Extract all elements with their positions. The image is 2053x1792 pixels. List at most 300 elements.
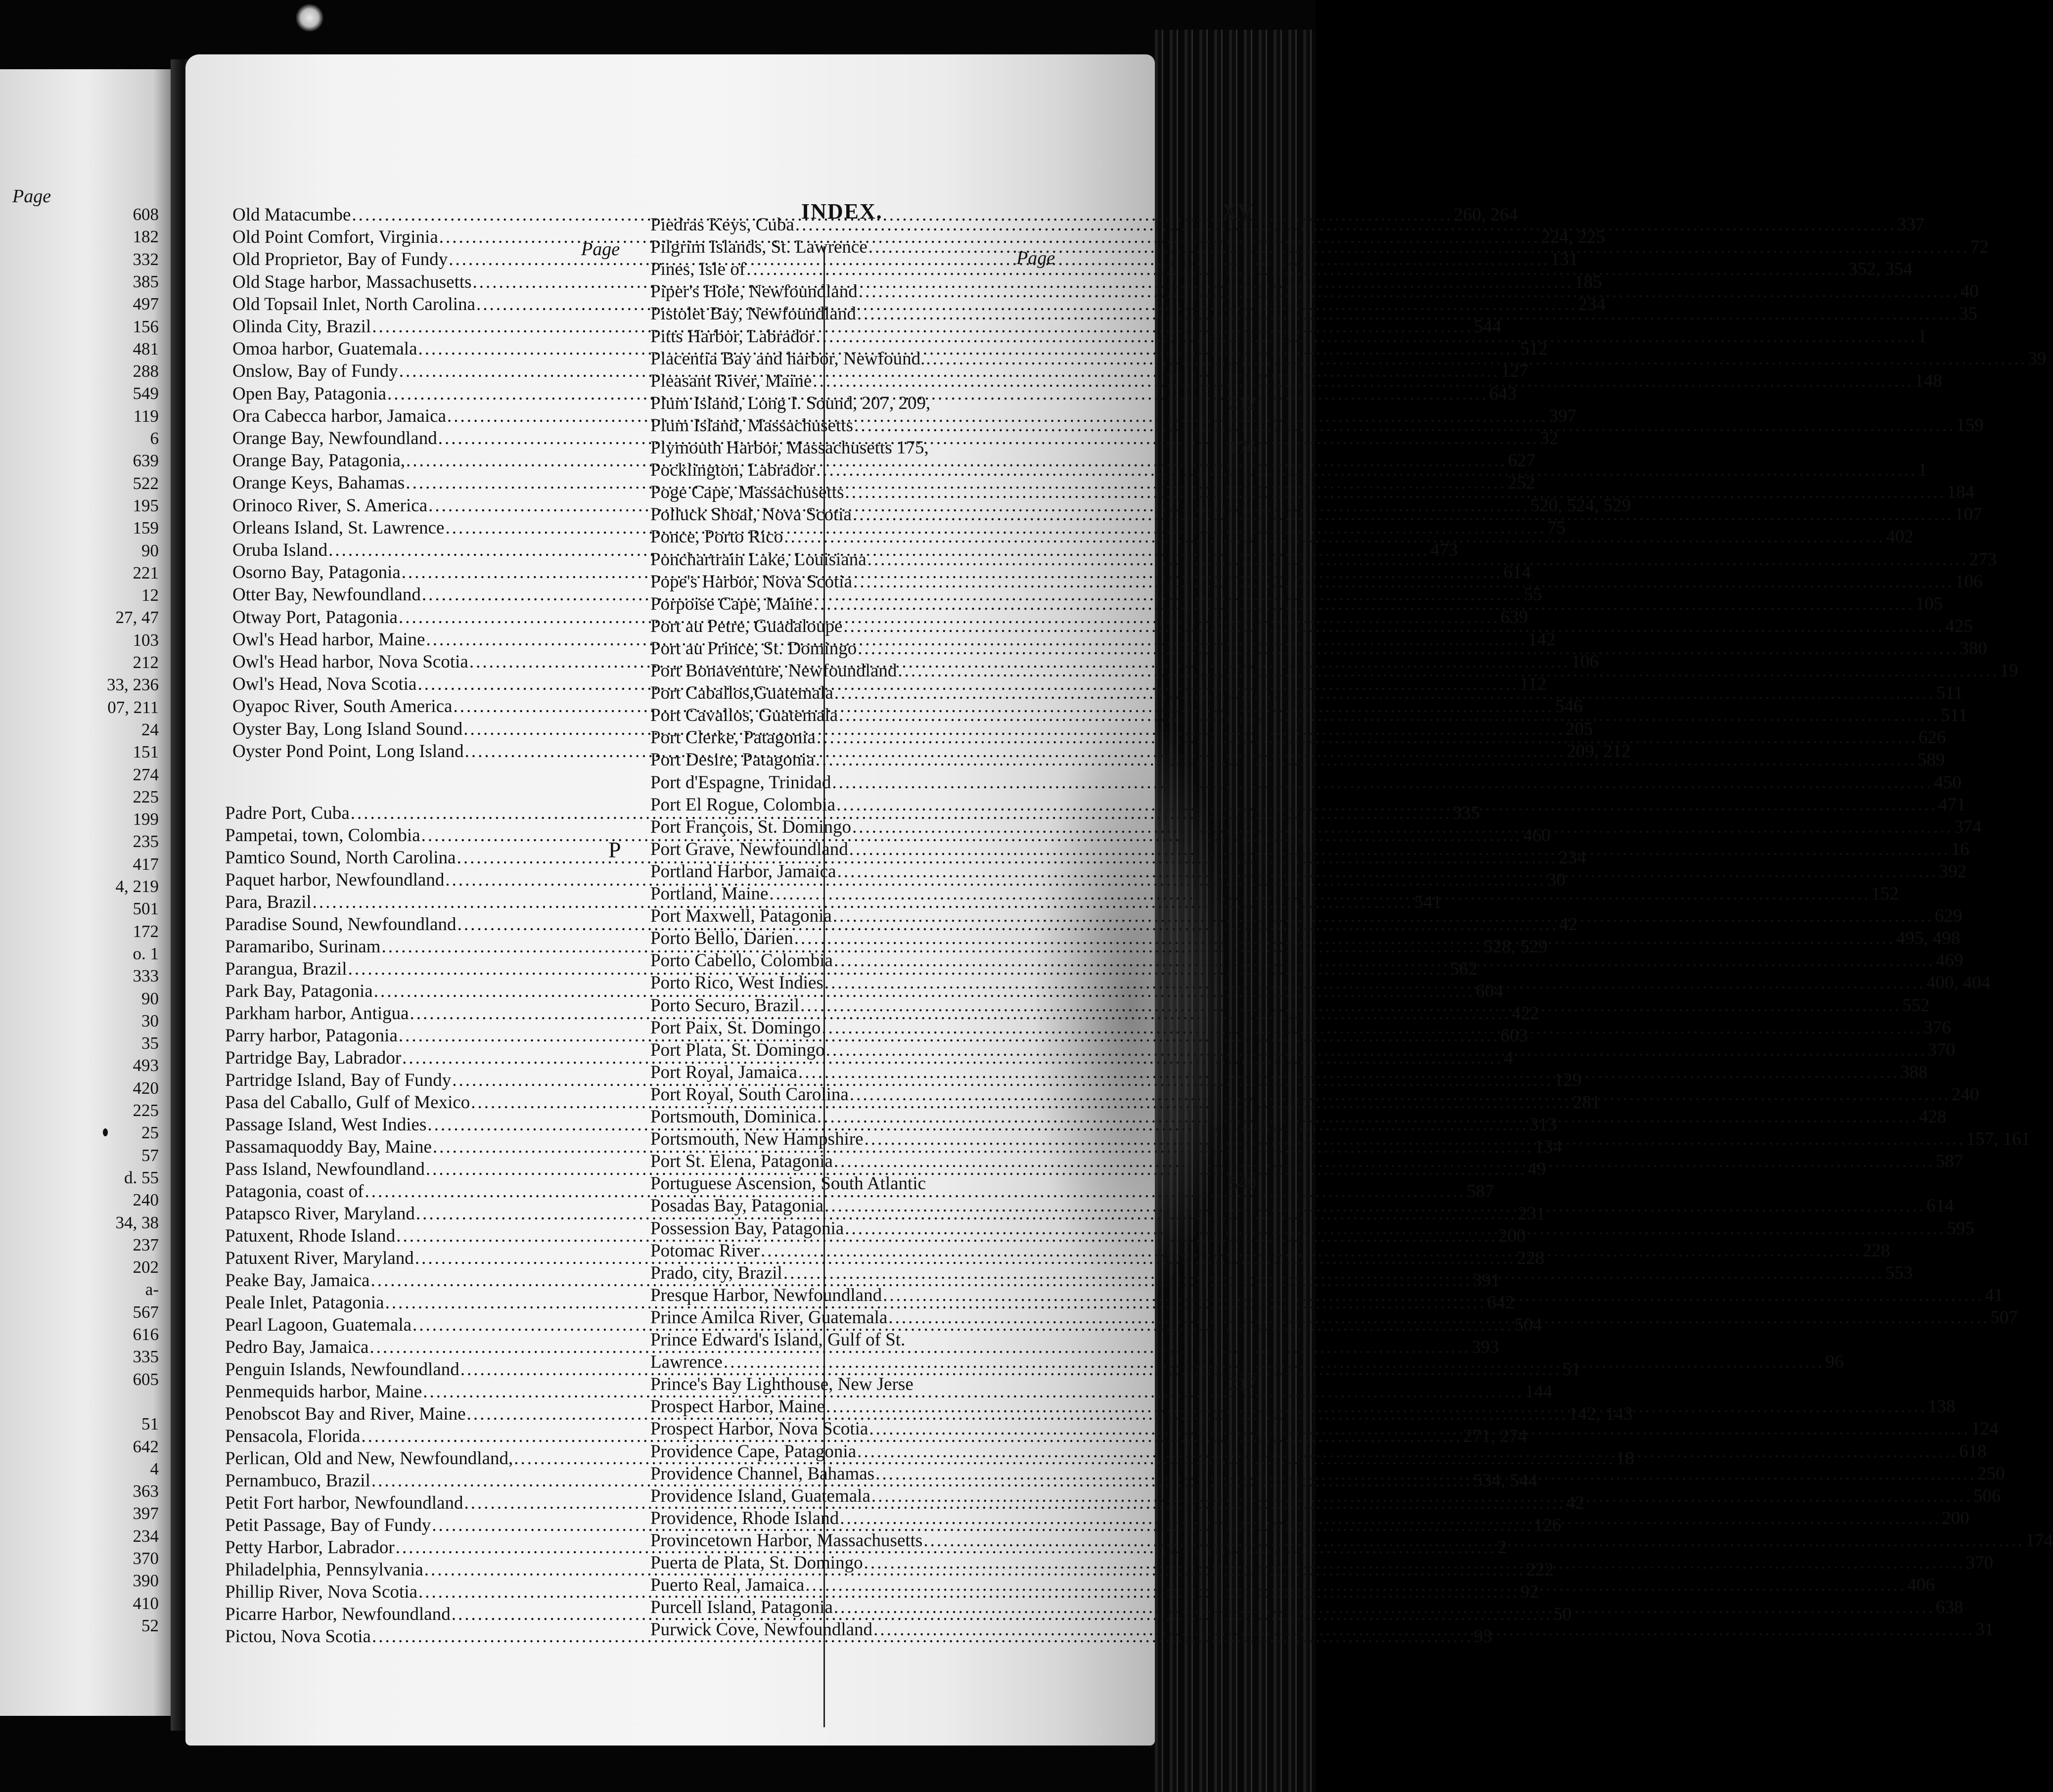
entry-place-name: Pines, Isle of xyxy=(650,259,746,280)
entry-page-reference: 376 xyxy=(1923,1017,1951,1038)
left-page-fragment-text: 420 xyxy=(133,1078,159,1098)
dot-leader xyxy=(853,503,1954,526)
entry-place-name: Port au Petre, Guadaloupe xyxy=(650,616,843,636)
entry-place-name: Port François, St. Domingo xyxy=(650,816,851,837)
entry-page-reference: 142 xyxy=(1528,629,1555,650)
entry-place-name: Otway Port, Patagonia xyxy=(232,607,398,627)
section-letter: P xyxy=(608,837,621,862)
entry-place-name: Portsmouth, New Hampshire xyxy=(650,1129,864,1150)
left-page-fragment-text: 151 xyxy=(133,742,159,762)
entry-page-reference: 148 xyxy=(1915,370,1942,391)
entry-page-reference: 228 xyxy=(1862,1240,1890,1261)
left-page-fragment-text: 385 xyxy=(133,271,159,291)
left-page-fragment-text: 25 xyxy=(141,1123,159,1143)
left-page-fragment-text: 225 xyxy=(133,1101,159,1120)
column-2-header: Page xyxy=(1016,248,1055,269)
entry-place-name: Prospect Harbor, Nova Scotia xyxy=(650,1419,868,1439)
entry-page-reference: 134 xyxy=(1534,1137,1562,1157)
dot-leader xyxy=(888,1306,1989,1329)
entry-place-name: Owl's Head, Nova Scotia xyxy=(232,674,417,695)
left-page-fragment-text: 57 xyxy=(141,1145,159,1165)
entry-place-name: Pampetai, town, Colombia xyxy=(225,825,420,846)
left-page-fragment-text: 195 xyxy=(133,495,159,515)
entry-page-reference: 1 xyxy=(1917,460,1927,481)
left-page-fragment-text: 522 xyxy=(133,473,159,493)
entry-place-name: Orinoco River, S. America xyxy=(232,495,428,516)
entry-page-reference: 16 xyxy=(1951,839,1969,859)
entry-place-name: Petit Passage, Bay of Fundy xyxy=(225,1515,431,1535)
index-entry xyxy=(650,1172,1256,1195)
entry-place-name: Porto Bello, Darien xyxy=(650,928,793,949)
left-page-fragment-text: 07, 211 xyxy=(107,697,159,717)
entry-page-reference: 370 xyxy=(1927,1039,1956,1060)
entry-place-name: Porpoise Cape, Maine xyxy=(650,593,813,614)
entry-page-reference: 152 xyxy=(1871,884,1899,904)
entry-place-name: Placentia Bay and harbor, Newfound. xyxy=(650,348,925,369)
entry-page-reference: 639 xyxy=(1500,607,1528,627)
left-page-fragment-text: 24 xyxy=(141,719,159,739)
dot-leader xyxy=(926,348,2027,370)
entry-page-reference: 422 xyxy=(1511,1003,1540,1024)
entry-place-name: Perlican, Old and New, Newfoundland, xyxy=(225,1448,513,1469)
left-page-fragment-text: 12 xyxy=(141,585,159,605)
dot-leader xyxy=(824,1195,1925,1217)
entry-place-name: Onslow, Bay of Fundy xyxy=(232,361,398,382)
entry-page-reference: 142, 143 xyxy=(1568,1404,1633,1424)
entry-page-reference: 546 xyxy=(1555,696,1583,717)
dot-leader xyxy=(867,548,1968,571)
entry-page-reference: 504 xyxy=(1514,1315,1542,1335)
dot-leader xyxy=(821,1017,1922,1039)
entry-place-name: Owl's Head harbor, Nova Scotia xyxy=(232,652,468,672)
left-page-fragment-text: 567 xyxy=(133,1302,159,1322)
left-page-fragment-text: 27, 47 xyxy=(115,608,159,627)
entry-place-name: Porto Rico, West Indies xyxy=(650,973,823,993)
entry-place-name: Paramaribo, Surinam xyxy=(225,937,381,957)
entry-place-name: Oyapoc River, South America xyxy=(232,696,453,717)
entry-page-reference: 471 xyxy=(1938,794,1966,815)
dot-leader xyxy=(816,749,1916,771)
ink-blot xyxy=(296,4,323,32)
dot-leader xyxy=(854,414,1955,437)
entry-place-name: Parangua, Brazil xyxy=(225,959,347,979)
entry-page-reference: 51 xyxy=(1562,1359,1581,1380)
left-page-fragment-text: d. 55 xyxy=(124,1167,159,1187)
left-page-fragment-text: 235 xyxy=(133,832,159,851)
dot-leader xyxy=(817,726,1917,749)
left-page-fragment-text: 639 xyxy=(133,451,159,471)
entry-page-reference: 643 xyxy=(1489,383,1517,404)
dot-leader xyxy=(865,1128,1965,1150)
dot-leader xyxy=(805,1574,1906,1596)
left-page-fragment-text: 234 xyxy=(133,1526,159,1546)
entry-place-name: Old Point Comfort, Virginia xyxy=(232,227,438,248)
dot-leader xyxy=(930,437,1228,459)
left-page-fragment-text: 288 xyxy=(133,361,159,381)
entry-page-reference: 528, 529 xyxy=(1483,937,1548,957)
entry-page-reference: 313 xyxy=(1529,1115,1557,1135)
entry-place-name: Piedras Keys, Cuba xyxy=(650,215,794,235)
dot-leader xyxy=(923,1529,2024,1552)
entry-page-reference: 534, 544 xyxy=(1473,1471,1538,1491)
entry-page-reference: 335 xyxy=(1452,803,1480,823)
entry-place-name: Open Bay, Patagonia xyxy=(232,383,386,404)
entry-page-reference: 512 xyxy=(1520,339,1548,359)
left-page-fragment-text: 390 xyxy=(133,1571,159,1591)
entry-page-reference: 205 xyxy=(1565,718,1593,739)
entry-page-reference: 93 xyxy=(1473,1626,1492,1647)
dot-leader xyxy=(824,972,1925,994)
entry-page-reference: 234 xyxy=(1578,294,1606,314)
entry-place-name: Pedro Bay, Jamaica xyxy=(225,1337,369,1357)
entry-place-name: Port Desire, Patagonia xyxy=(650,750,815,770)
entry-page-reference: 511 xyxy=(1936,683,1963,704)
entry-page-reference: 240 xyxy=(1951,1084,1979,1105)
entry-place-name: Providence Cape, Patagonia xyxy=(650,1441,857,1462)
entry-place-name: Pass Island, Newfoundland xyxy=(225,1159,425,1179)
entry-place-name: Philadelphia, Pennsylvania xyxy=(225,1560,423,1580)
dot-leader xyxy=(845,481,1946,503)
entry-page-reference: 271, 274 xyxy=(1463,1426,1527,1446)
left-page-fragment-text: 35 xyxy=(141,1033,159,1053)
entry-page-reference: 159 xyxy=(1956,415,1984,436)
entry-page-reference: 627 xyxy=(1508,450,1536,471)
entry-place-name: Lawrence xyxy=(650,1352,723,1373)
entry-place-name: Prince Amilca River, Guatemala xyxy=(650,1307,888,1328)
entry-page-reference: 209, 212 xyxy=(1566,741,1631,762)
entry-place-name: Orange Bay, Newfoundland xyxy=(232,428,437,448)
entry-page-reference: 105 xyxy=(1915,593,1943,614)
entry-place-name: Oruba Island xyxy=(232,540,328,560)
page-title: INDEX. xyxy=(801,199,883,224)
entry-page-reference: 92 xyxy=(1520,1582,1539,1602)
entry-place-name: Park Bay, Patagonia xyxy=(225,981,373,1001)
column-1-header: Page xyxy=(581,239,620,260)
entry-place-name: Pistolet Bay, Newfoundland xyxy=(650,304,856,324)
entry-place-name: Ponchartrain Lake, Louisiana xyxy=(650,549,867,570)
entry-page-reference: 222 xyxy=(1526,1560,1554,1580)
entry-page-reference: 520, 524, 529 xyxy=(1530,495,1631,516)
entry-page-reference: 18 xyxy=(1616,1448,1635,1469)
left-page-fragment-text: 119 xyxy=(133,406,159,426)
entry-page-reference: 638 xyxy=(1935,1597,1963,1618)
entry-place-name: Prado, city, Brazil xyxy=(650,1262,782,1283)
dot-leader xyxy=(871,1485,1972,1507)
entry-page-reference: 587 xyxy=(1466,1181,1494,1202)
left-page-fragment-text: 493 xyxy=(133,1056,159,1075)
entry-page-reference: 131 xyxy=(1551,249,1578,270)
entry-place-name: Old Proprietor, Bay of Fundy xyxy=(232,249,448,270)
entry-place-name: Port Grave, Newfoundland xyxy=(650,839,848,859)
entry-page-reference: 626 xyxy=(1918,727,1946,748)
dot-leader xyxy=(832,771,1933,794)
dot-leader xyxy=(817,1106,1918,1128)
entry-place-name: Pernambuco, Brazil xyxy=(225,1471,370,1491)
entry-place-name: Osorno Bay, Patagonia xyxy=(232,562,401,583)
entry-page-reference: 174 xyxy=(2025,1530,2053,1551)
index-entry xyxy=(650,771,1962,794)
entry-page-reference: 402 xyxy=(1886,527,1914,547)
entry-page-reference: 549 xyxy=(1229,1173,1256,1194)
entry-page-reference: 129 xyxy=(1554,1070,1582,1090)
entry-place-name: Port El Rogue, Colombia xyxy=(650,794,836,815)
entry-page-reference: 337 xyxy=(1897,215,1925,235)
dot-leader xyxy=(798,1061,1899,1083)
entry-place-name: Purwick Cove, Newfoundland xyxy=(650,1619,873,1640)
entry-page-reference: 507 xyxy=(1990,1307,2018,1328)
dot-leader xyxy=(931,392,1228,414)
entry-page-reference: 400, 404 xyxy=(1926,973,1991,993)
entry-page-reference: 392 xyxy=(1939,861,1967,882)
entry-place-name: Peake Bay, Jamaica xyxy=(225,1270,370,1291)
entry-place-name: Pictou, Nova Scotia xyxy=(225,1626,371,1647)
entry-place-name: Owl's Head harbor, Maine xyxy=(232,629,425,650)
entry-place-name: Partridge Bay, Labrador xyxy=(225,1048,402,1068)
entry-page-reference: 184 xyxy=(1947,482,1975,503)
entry-place-name: Olinda City, Brazil xyxy=(232,316,371,337)
entry-page-reference: 352, 354 xyxy=(1848,259,1913,280)
entry-place-name: Puerto Real, Jamaica xyxy=(650,1575,805,1596)
entry-place-name: Port Caballos,Guatemala xyxy=(650,683,833,704)
entry-page-reference: 281 xyxy=(1573,1092,1600,1113)
entry-place-name: Providence Island, Guatemala xyxy=(650,1485,870,1506)
entry-place-name: Ponce, Porto Rico xyxy=(650,527,783,547)
entry-page-reference: 473 xyxy=(1430,540,1458,560)
ink-dot xyxy=(103,1128,108,1136)
entry-place-name: Paradise Sound, Newfoundland xyxy=(225,914,456,935)
entry-place-name: Pasa del Caballo, Gulf of Mexico xyxy=(225,1092,470,1113)
entry-page-reference: 112 xyxy=(1519,674,1547,695)
dot-leader xyxy=(927,1172,1228,1195)
entry-page-reference: 50 xyxy=(1553,1604,1572,1624)
entry-page-reference: 370 xyxy=(1965,1553,1994,1573)
left-page-fragment-text: 90 xyxy=(141,988,159,1008)
entry-page-reference: 75 xyxy=(1547,517,1566,538)
entry-place-name: Portuguese Ascension, South Atlantic xyxy=(650,1173,926,1194)
entry-place-name: Patuxent, Rhode Island xyxy=(225,1226,396,1246)
entry-page-reference: 469 xyxy=(1935,950,1963,971)
entry-page-reference: 374 xyxy=(1954,816,1982,837)
entry-place-name: Port au Prince, St. Domingo xyxy=(650,638,857,659)
left-page-fragment-text: 332 xyxy=(133,249,159,269)
left-page-fragment-text: 199 xyxy=(133,809,159,829)
entry-place-name: Old Matacumbe xyxy=(232,205,351,225)
entry-place-name: Passamaquoddy Bay, Maine xyxy=(225,1137,432,1157)
entry-place-name: Portsmouth, Dominica xyxy=(650,1107,817,1127)
index-entry xyxy=(650,1373,1256,1395)
dot-leader xyxy=(826,1395,1927,1418)
entry-place-name: Port d'Espagne, Trinidad xyxy=(650,772,831,793)
entry-place-name: Pocklington, Labrador xyxy=(650,460,815,481)
entry-page-reference: 106 xyxy=(1571,652,1599,672)
entry-place-name: Paquet harbor, Newfoundland xyxy=(225,870,445,890)
entry-place-name: Pearl Lagoon, Guatemala xyxy=(225,1315,412,1335)
entry-page-reference: 49 xyxy=(1527,1159,1546,1179)
entry-page-reference: 96 xyxy=(1825,1352,1844,1373)
left-page-fragment-text: 335 xyxy=(133,1347,159,1367)
left-page-fragment-text: 642 xyxy=(133,1436,159,1456)
entry-place-name: Potomac River xyxy=(650,1240,760,1261)
entry-place-name: Prince's Bay Lighthouse, New Jerse xyxy=(650,1374,913,1395)
entry-place-name: Providence, Rhode Island xyxy=(650,1508,839,1528)
entry-page-reference: 217 xyxy=(1229,1374,1256,1395)
entry-place-name: Padre Port, Cuba xyxy=(225,803,350,823)
dot-leader xyxy=(868,236,1969,258)
left-page-fragment-text: 274 xyxy=(133,764,159,784)
left-page-fragment-text: 417 xyxy=(133,854,159,874)
entry-place-name: Penmequids harbor, Maine xyxy=(225,1382,422,1402)
left-page-fragment-text: 156 xyxy=(133,316,159,336)
entry-page-reference: 603 xyxy=(1500,1026,1528,1046)
left-page-fragment-text: 240 xyxy=(133,1190,159,1210)
entry-page-reference: 41 xyxy=(1985,1285,2004,1305)
dot-leader xyxy=(859,280,1960,303)
entry-page-reference: 388 xyxy=(1900,1062,1928,1082)
index-page xyxy=(185,54,2053,1746)
dot-leader xyxy=(849,838,1950,860)
entry-place-name: Picarre Harbor, Newfoundland xyxy=(225,1604,451,1624)
entry-page-reference: 250 xyxy=(1977,1463,2005,1484)
entry-page-reference: 553 xyxy=(1885,1262,1913,1283)
left-page-fragment-text: 51 xyxy=(141,1414,159,1434)
entry-page-reference: 124 xyxy=(1971,1419,1999,1439)
entry-page-reference: 604 xyxy=(1475,981,1504,1001)
entry-place-name: Porto Cabello, Colombia xyxy=(650,950,833,971)
entry-place-name: Portland, Maine xyxy=(650,884,769,904)
entry-page-reference: 425 xyxy=(1945,616,1973,636)
entry-page-reference: 587 xyxy=(1935,1151,1963,1172)
entry-place-name: Port Royal, Jamaica xyxy=(650,1062,797,1082)
entry-place-name: Providence Channel, Bahamas xyxy=(650,1463,875,1484)
dot-leader xyxy=(795,214,1896,236)
entry-page-reference: 595 xyxy=(1947,1218,1974,1239)
entry-place-name: Parkham harbor, Antigua xyxy=(225,1003,409,1024)
entry-place-name: Port Clerke, Patagonia xyxy=(650,727,816,748)
left-page-fragment-text: 410 xyxy=(133,1593,159,1613)
dot-leader xyxy=(833,905,1934,927)
dot-leader xyxy=(857,303,1958,325)
dot-leader xyxy=(746,258,1847,280)
dot-leader xyxy=(816,325,1916,348)
dot-leader xyxy=(852,816,1953,838)
entry-place-name: Pensacola, Florida xyxy=(225,1426,361,1446)
entry-place-name: Parry harbor, Patagonia xyxy=(225,1026,398,1046)
left-page-fragment xyxy=(0,69,171,1716)
left-page-fragment-text: 363 xyxy=(133,1481,159,1501)
entry-page-reference: 1 xyxy=(1917,326,1927,347)
dot-leader xyxy=(834,1150,1935,1172)
entry-place-name: Pitts Harbor, Labrador xyxy=(650,326,815,347)
dot-leader xyxy=(883,1284,1984,1306)
entry-place-name: Old Stage harbor, Massachusetts xyxy=(232,271,472,292)
entry-place-name: Partridge Island, Bay of Fundy xyxy=(225,1070,452,1090)
entry-page-reference: 460 xyxy=(1523,825,1551,846)
entry-page-reference: 506 xyxy=(1973,1485,2001,1506)
left-page-fragment-text: 481 xyxy=(133,339,159,358)
dot-leader xyxy=(845,1217,1946,1240)
left-page-fragment-text: 501 xyxy=(133,899,159,919)
entry-place-name: Pleasant River, Maine xyxy=(650,370,812,391)
entry-page-reference: 107 xyxy=(1954,504,1982,525)
entry-page-reference: 618 xyxy=(1959,1441,1987,1462)
entry-page-reference: 224, 225 xyxy=(1541,227,1605,248)
entry-place-name: Passage Island, West Indies xyxy=(225,1115,427,1135)
dot-leader xyxy=(783,1262,1884,1284)
entry-place-name: Omoa harbor, Guatemala xyxy=(232,339,417,359)
dot-leader xyxy=(850,1083,1951,1106)
entry-page-reference: 55 xyxy=(1523,584,1542,605)
entry-page-reference: 552 xyxy=(1902,995,1930,1016)
dot-leader xyxy=(784,526,1885,548)
entry-place-name: Plum Island, Massachusetts xyxy=(650,415,854,436)
dot-leader xyxy=(834,682,1935,704)
entry-place-name: Pope's Harbor, Nova Scotia xyxy=(650,571,852,592)
left-page-fragment-text: 397 xyxy=(133,1504,159,1523)
entry-place-name: Piper's Hole, Newfoundland xyxy=(650,281,858,302)
left-page-fragment-text: 182 xyxy=(133,227,159,247)
entry-page-reference: 39 xyxy=(2028,348,2047,369)
dot-leader xyxy=(837,860,1938,883)
index-entry xyxy=(650,1329,1256,1351)
entry-page-reference: 614 xyxy=(1926,1196,1954,1216)
entry-place-name: Oyster Bay, Long Island Sound xyxy=(232,718,463,739)
entry-place-name: Penobscot Bay and River, Maine xyxy=(225,1404,466,1424)
entry-page-reference: 380 xyxy=(1960,638,1987,659)
left-page-fragment-text: 225 xyxy=(133,787,159,806)
left-page-fragment-text: 159 xyxy=(133,518,159,538)
dot-leader xyxy=(724,1351,1825,1373)
entry-page-reference: 106 xyxy=(1955,571,1983,592)
entry-place-name: Provincetown Harbor, Massachusetts xyxy=(650,1530,923,1551)
entry-page-reference: 42 xyxy=(1566,1493,1585,1513)
dot-leader xyxy=(869,1418,1970,1440)
left-page-fragment-text: 90 xyxy=(141,540,159,560)
entry-page-reference: 273 xyxy=(1969,549,1997,570)
entry-page-reference: 231 xyxy=(1517,1204,1546,1224)
left-page-fragment-text: 605 xyxy=(133,1369,159,1389)
entry-place-name: Puerta de Plata, St. Domingo xyxy=(650,1553,863,1573)
entry-place-name: Oyster Pond Point, Long Island xyxy=(232,741,464,762)
entry-place-name: Orleans Island, St. Lawrence xyxy=(232,517,445,538)
entry-place-name: Penguin Islands, Newfoundland xyxy=(225,1359,459,1380)
entry-place-name: Old Topsail Inlet, North Carolina xyxy=(232,294,476,314)
entry-page-reference: 2 xyxy=(1497,1537,1507,1558)
dot-leader xyxy=(864,1552,1965,1574)
entry-place-name: Ora Cabecca harbor, Jamaica xyxy=(232,405,446,426)
left-page-fragment-text: 608 xyxy=(133,205,159,224)
dot-leader xyxy=(840,1507,1941,1529)
entry-page-reference: 589 xyxy=(1917,750,1945,770)
left-page-fragment-text: 4 xyxy=(150,1459,159,1478)
entry-place-name: Plymouth Harbor, Massachusetts 175, xyxy=(650,438,929,458)
entry-place-name: Port Bonaventure, Newfoundland xyxy=(650,661,897,681)
entry-page-reference: 200 xyxy=(1942,1508,1969,1528)
entry-page-reference: 176 xyxy=(1229,438,1256,458)
entry-place-name: Otter Bay, Newfoundland xyxy=(232,584,421,605)
dot-leader xyxy=(857,1440,1958,1463)
entry-page-reference: 35 xyxy=(1959,304,1977,324)
entry-page-reference: 126 xyxy=(1534,1515,1561,1535)
entry-page-reference: 391 xyxy=(1472,1270,1500,1291)
dot-leader xyxy=(853,571,1954,593)
entry-page-reference: 200 xyxy=(1498,1226,1526,1246)
entry-page-reference: 393 xyxy=(1471,1337,1499,1357)
entry-place-name: Patagonia, coast of xyxy=(225,1181,364,1202)
entry-page-reference: 541 xyxy=(1414,892,1442,912)
dot-leader xyxy=(839,704,1940,726)
entry-page-reference: 260, 264 xyxy=(1454,205,1518,225)
entry-place-name: Porto Securo, Brazil xyxy=(650,995,800,1016)
